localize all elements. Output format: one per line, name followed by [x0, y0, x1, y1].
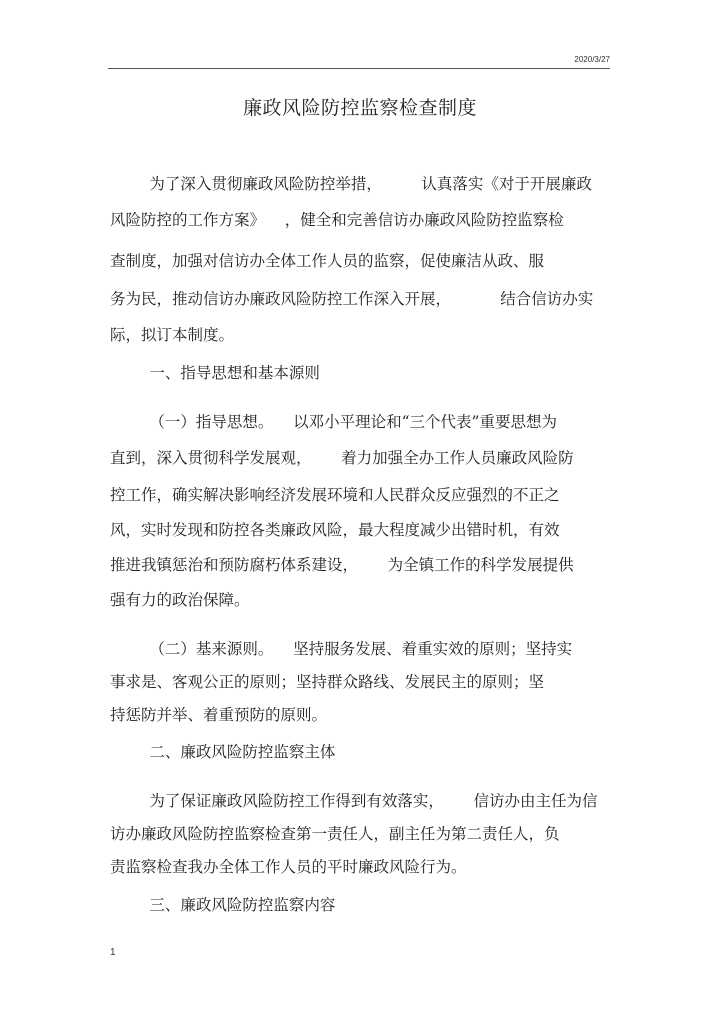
text-line: 风，实时发现和防控各类廉政风险，最大程度减少出错时机，有效 [110, 521, 560, 539]
document-title: 廉政风险防控监察检查制度 [242, 97, 477, 119]
text-line: 控工作，确实解决影响经济发展环境和人民群众反应强烈的不正之 [110, 486, 560, 504]
text-line: 责监察检查我办全体工作人员的平时廉政风险行为。 [110, 858, 467, 876]
text-line: 访办廉政风险防控监察检查第一责任人，副主任为第二责任人，负 [110, 825, 560, 843]
text-line: 为了保证廉政风险防控工作得到有效落实， 信访办由主任为信 [110, 792, 598, 810]
text-line: 风险防控的工作方案》 ，健全和完善信访办廉政风险防控监察检 [110, 211, 564, 229]
header-divider [108, 68, 610, 69]
text-line: 直到，深入贯彻科学发展观， 着力加强全办工作人员廉政风险防 [110, 449, 574, 467]
section-heading: 一、指导思想和基本源则 [110, 364, 320, 382]
text-line: 推进我镇惩治和预防腐朽体系建设， 为全镇工作的科学发展提供 [110, 556, 574, 574]
text-line: 务为民，推动信访办廉政风险防控工作深入开展， 结合信访办实 [110, 290, 594, 308]
page-number: 1 [110, 947, 116, 958]
header-date: 2020/3/27 [574, 55, 610, 64]
text-line: 际，拟订本制度。 [110, 326, 235, 344]
text-line: 强有力的政治保障。 [110, 591, 250, 609]
text-line: 查制度，加强对信访办全体工作人员的监察，促使廉洁从政、服 [110, 252, 545, 270]
section-heading: 二、廉政风险防控监察主体 [110, 743, 336, 761]
section-heading: 三、廉政风险防控监察内容 [110, 896, 336, 914]
text-line: 事求是、客观公正的原则；坚持群众路线、发展民主的原则；坚 [110, 673, 545, 691]
text-line: 为了深入贯彻廉政风险防控举措， 认真落实《对于开展廉政 [110, 175, 592, 193]
text-line: （一）指导思想。 以邓小平理论和“三个代表”重要思想为 [110, 413, 557, 431]
text-line: （二）基来源则。 坚持服务发展、着重实效的原则；坚持实 [110, 640, 573, 658]
text-line: 持惩防并举、着重预防的原则。 [110, 706, 328, 724]
